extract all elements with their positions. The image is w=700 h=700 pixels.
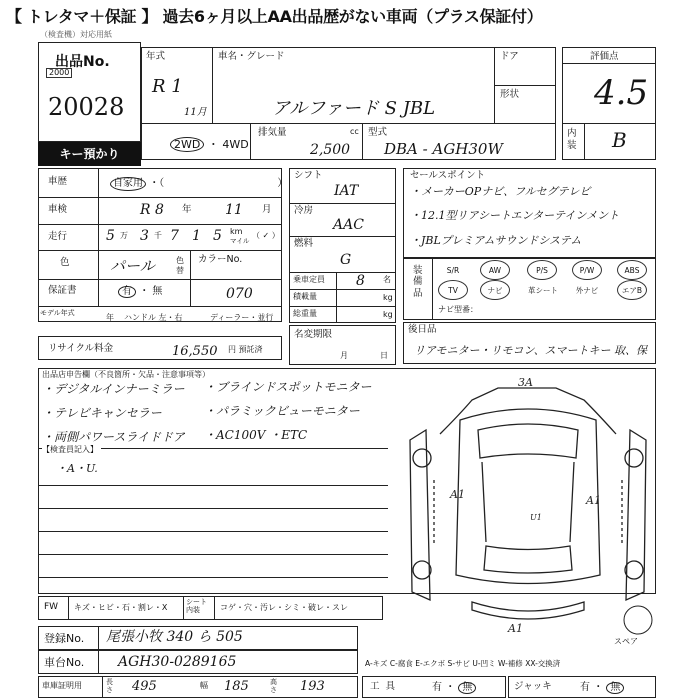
options-line-2b: ・パラミックビューモニター	[204, 404, 360, 418]
car-rear-window	[484, 546, 572, 573]
mileage-v4: 1	[192, 228, 201, 244]
chassis-label: 車台No.	[44, 656, 85, 669]
score-label: 評価点	[590, 51, 619, 62]
cert-height-label: 高さ	[270, 678, 277, 694]
year-era: R 1	[152, 76, 183, 97]
score-value: 4.5	[594, 73, 649, 113]
mark-roof: 3A	[518, 376, 533, 389]
options-line-3b: ・AC100V ・ETC	[204, 428, 308, 442]
warranty-label: 保証書	[48, 285, 77, 296]
mark-left: A1	[450, 488, 465, 501]
history-label: 車歴	[48, 176, 68, 187]
options-line-1a: ・デジタルインナーミラー	[42, 382, 185, 396]
warranty-sep: ・	[139, 286, 150, 297]
scratch-options: キズ・ヒビ・石・割レ・X	[74, 603, 168, 612]
registration-label: 登録No.	[44, 632, 85, 645]
inspection-era: R 8	[140, 202, 164, 218]
tools-yes: 有	[432, 682, 442, 693]
displacement-value: 2,500	[310, 142, 351, 158]
load-unit: kg	[383, 293, 393, 302]
drive-sep: ・	[207, 138, 219, 151]
history-close: ）	[277, 178, 288, 189]
spare-label: スペア	[614, 637, 638, 646]
lot-tag: 2000	[46, 68, 72, 78]
year-label: 年式	[146, 51, 166, 62]
eq-navi: ナビ	[480, 280, 510, 300]
mileage-unit-mile: マイル	[230, 237, 250, 245]
jack-sep: ・	[593, 682, 604, 693]
inspection-month: 11	[225, 202, 243, 218]
aircon-value: AAC	[333, 217, 364, 233]
cert-len-value: 495	[132, 679, 157, 694]
weight-label: 総重量	[293, 309, 317, 318]
eq-airbag: エアB	[617, 280, 647, 300]
capacity-unit: 名	[383, 275, 391, 284]
wheel-fl	[413, 449, 431, 467]
load-label: 積載量	[293, 292, 317, 301]
mileage-v3: 7	[170, 228, 179, 244]
post-value: リアモニター・リモコン、スマートキー 取、保	[414, 344, 647, 357]
eq-sr: S/R	[438, 260, 468, 280]
recycle-unit: 円 預託済	[228, 345, 263, 354]
name-label: 車名・グレード	[218, 51, 285, 62]
interior-value: B	[612, 128, 627, 152]
eq-pw: P/W	[572, 260, 602, 280]
lot-number: 20028	[48, 93, 125, 121]
mark-right: A1	[586, 494, 601, 507]
model-year-handle: ハンドル 左・右	[124, 313, 183, 322]
displacement-unit: cc	[350, 127, 359, 136]
car-diagram	[400, 370, 656, 645]
eq-tv: TV	[438, 280, 468, 300]
options-label: 出品店申告欄（不良箇所・欠品・注意事項等）	[42, 370, 210, 379]
mileage-v2: 3	[140, 228, 149, 244]
mileage-u1: 万	[120, 231, 128, 240]
history-private: 自家用	[110, 177, 146, 191]
mileage-v1: 5	[106, 228, 115, 244]
color-no-label: カラーNo.	[198, 254, 243, 265]
fuel-label: 燃料	[294, 238, 314, 249]
tools-options	[432, 682, 476, 694]
cert-label: 車庫証明用	[42, 681, 82, 690]
inspection-label: 車検	[48, 204, 68, 215]
name-change-day: 日	[380, 351, 388, 360]
navi-model-label: ナビ型番：	[438, 305, 478, 314]
car-top-roof	[440, 388, 616, 434]
model-value: DBA - AGH30W	[384, 140, 503, 158]
aircon-label: 冷房	[294, 205, 314, 216]
options-line-1b: ・ブラインドスポットモニター	[204, 380, 372, 394]
seat-options: コゲ・穴・汚レ・シミ・破レ・スレ	[220, 603, 348, 612]
capacity-value: 8	[356, 273, 365, 289]
tools-no: 無	[458, 682, 476, 694]
post-box	[403, 322, 656, 364]
drive-2wd	[170, 137, 249, 152]
wheel-fr	[625, 449, 643, 467]
eq-leather: 革シート	[525, 280, 561, 300]
cert-len-label: 長さ	[106, 678, 113, 694]
color-label: 色	[60, 257, 70, 268]
mileage-u2: 千	[154, 231, 162, 240]
lot-label: 出品No.	[55, 54, 110, 70]
mileage-unit-km: km	[230, 227, 243, 236]
history-options	[110, 177, 287, 191]
post-label: 後日品	[408, 324, 437, 335]
sales-item-1: ・メーカーOPナビ、フルセグテレビ	[410, 185, 591, 198]
warranty-options	[118, 286, 162, 298]
inspector-note: ・A・U.	[56, 462, 98, 475]
fuel-value: G	[340, 252, 352, 268]
weight-unit: kg	[383, 310, 393, 319]
eq-abs: ABS	[617, 260, 647, 280]
registration-value: 尾張小牧 340 ら 505	[106, 629, 243, 645]
inspection-year-unit: 年	[182, 204, 192, 215]
tools-sep: ・	[445, 682, 456, 693]
name-change-month: 月	[340, 351, 348, 360]
eq-ps: P/S	[527, 260, 557, 280]
color-value: パール	[110, 257, 155, 275]
sales-label: セールスポイント	[410, 170, 486, 181]
model-label: 型式	[368, 127, 388, 138]
tools-label: 工具	[370, 681, 402, 692]
shape-label: 形状	[500, 89, 520, 100]
name-change-label: 名変期限	[294, 329, 333, 340]
model-year-unit: 年	[106, 313, 114, 322]
damage-legend: A-キズ C-腐食 E-エクボ S-サビ U-凹ミ W-補修 XX-交換済	[365, 659, 561, 668]
mark-rear: A1	[508, 622, 523, 635]
displacement-label: 排気量	[258, 127, 287, 138]
history-sep: ・（	[149, 178, 165, 189]
mark-center: U1	[530, 513, 542, 522]
year-month: 11月	[184, 107, 207, 118]
shift-label: シフト	[294, 170, 323, 181]
name-value: アルファード S JBL	[272, 98, 436, 119]
wheel-rr	[625, 561, 643, 579]
cert-height-value: 193	[300, 679, 325, 694]
door-label: ドア	[500, 51, 519, 62]
mileage-label: 走行	[48, 231, 68, 242]
key-badge: キー預かり	[38, 142, 141, 166]
options-line-3a: ・両側パワースライドドア	[42, 430, 185, 444]
jack-no: 無	[606, 682, 624, 694]
cert-width-label: 幅	[200, 681, 208, 690]
car-rear-bumper	[472, 602, 584, 619]
seat-label: シート内装	[186, 598, 207, 614]
spare-tire	[624, 606, 652, 634]
warranty-yes: 有	[118, 286, 136, 298]
color-change: 色替	[176, 256, 184, 275]
cert-width-value: 185	[224, 679, 249, 694]
equipment-label: 装備品	[413, 265, 423, 299]
car-pillars	[482, 462, 574, 542]
drive-4wd: 4WD	[222, 138, 249, 151]
inspector-label: 【検査員記入】	[42, 446, 101, 454]
recycle-label: リサイクル料金	[48, 343, 114, 354]
capacity-label: 乗車定員	[293, 275, 325, 284]
eq-ext-navi: 外ナビ	[570, 280, 604, 300]
color-no-value: 070	[226, 286, 253, 302]
car-windshield	[478, 424, 578, 458]
inspection-month-unit: 月	[262, 204, 272, 215]
jack-label: ジャッキ	[514, 681, 552, 692]
eq-aw: AW	[480, 260, 510, 280]
sub-header: （検査機）対応用紙	[40, 30, 112, 39]
model-year-dealer: ディーラー・並行	[210, 313, 274, 322]
jack-yes: 有	[580, 682, 590, 693]
warranty-no: 無	[152, 286, 163, 297]
mileage-v5: 5	[213, 228, 222, 244]
sales-item-3: ・JBLプレミアムサウンドシステム	[410, 234, 582, 247]
chassis-value: AGH30-0289165	[118, 654, 237, 670]
sales-item-2: ・12.1型リアシートエンターテインメント	[410, 209, 620, 222]
interior-label: 内装	[567, 128, 577, 152]
fw-label: FW	[44, 602, 59, 612]
mileage-paren: （ ✓ ）	[252, 231, 280, 240]
drive-2wd-circle: 2WD	[170, 137, 204, 152]
wheel-rl	[413, 561, 431, 579]
options-line-2a: ・テレビキャンセラー	[42, 406, 162, 420]
model-year-label: モデル年式	[40, 309, 75, 317]
banner: 【 トレタマ＋保証 】 過去6ヶ月以上AA出品歴がない車両（プラス保証付）	[6, 7, 543, 26]
shift-value: IAT	[334, 183, 359, 199]
car-body-outline	[456, 409, 600, 584]
recycle-value: 16,550	[172, 344, 218, 359]
jack-options	[580, 682, 624, 694]
